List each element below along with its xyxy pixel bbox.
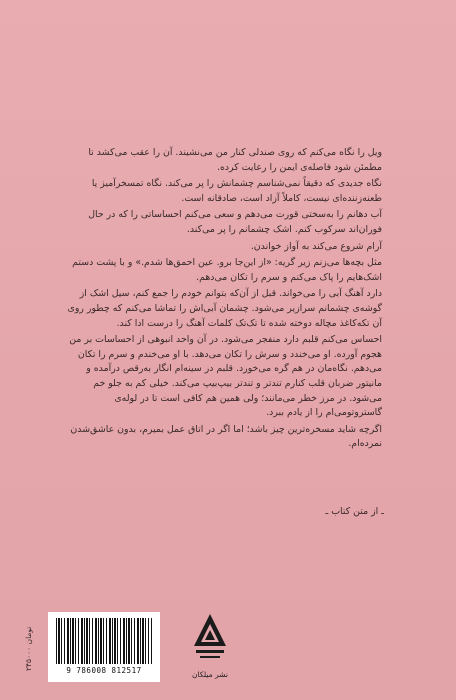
blurb-paragraph: مثل بچه‌ها می‌زنم زیر گریه: «از این‌جا برو. عین احمق‌ها شدم.» و با پشت دستم اشک‌هایم را پاک می‌کنم و سرم را تکان می‌دهم. [72,257,382,283]
blurb-paragraph: اگرچه شاید مسخره‌ترین چیز باشد؛ اما اگر در اتاق عمل بمیرم، بدون عاشق‌شدن نمرده‌ام. [70,423,382,450]
blurb-paragraph: آرام شروع می‌کند به آواز خواندن. [250,240,382,252]
isbn-number: 9 786008 812517 [66,666,142,675]
blurb-paragraph: احساس می‌کنم قلبم دارد منفجر می‌شود. در آن واحد انبوهی از احساسات بر من هجوم آورده. او می‌خندد و سرش را تکان می‌دهد. با او می‌خندم و سرم را تکان می‌دهم. نگاه‌مان در هم گره می‌خورد. قلبم در سینه‌ام انگار به‌رقص درآمده و مانیتور ضربان قلب کنارم تندتر و تندتر بیپ‌بیپ می‌کند. خیلی کم به جلو خم می‌شود. در مرز خطر می‌مانند؛ ولی همین هم کافی است تا در لوله‌ی گاستروتومی‌ام را از یادم ببرد. [69,334,382,419]
blurb-paragraph: آب دهانم را به‌سختی قورت می‌دهم و سعی می‌کنم احساساتی را که در حال فوران‌اند سرکوب کنم. اشک چشمانم را پر می‌کند. [88,209,382,235]
isbn-barcode [48,612,160,682]
blurb-text [60,146,382,454]
publisher-name: نشر میلکان [192,670,228,679]
price-label: ۲۴۵۰۰۰ تومان [24,626,33,672]
blurb-paragraph: دارد آهنگ آبی را می‌خواند. قبل از آن‌که بتوانم خودم را جمع کنم، سیل اشک از گوشه‌ی چشمانم سرازیر می‌شود. چشمان آبی‌اش را تماشا می‌کنم که چطور روی آن تکه‌کاغذ مچاله دوخته شده تا تک‌تک کلمات آهنگ را درست ادا کند. [67,288,382,329]
blurb-paragraph: ویل را نگاه می‌کنم که روی صندلی کنار من می‌نشیند. آن را عقب می‌کشد تا مطمئن شود فاصله‌ی ایمن را رعایت کرده. [88,147,382,173]
blurb-paragraph: نگاه جدیدی که دقیقاً نمی‌شناسم چشمانش را پر می‌کند. نگاه تمسخرآمیز یا طعنه‌زننده‌ای نیست، کاملاً آزاد است، صادقانه است. [91,178,382,204]
publisher-logo-icon [190,612,230,668]
blurb-source: ـ از متن کتاب ـ [325,506,384,517]
barcode-icon [56,618,152,664]
